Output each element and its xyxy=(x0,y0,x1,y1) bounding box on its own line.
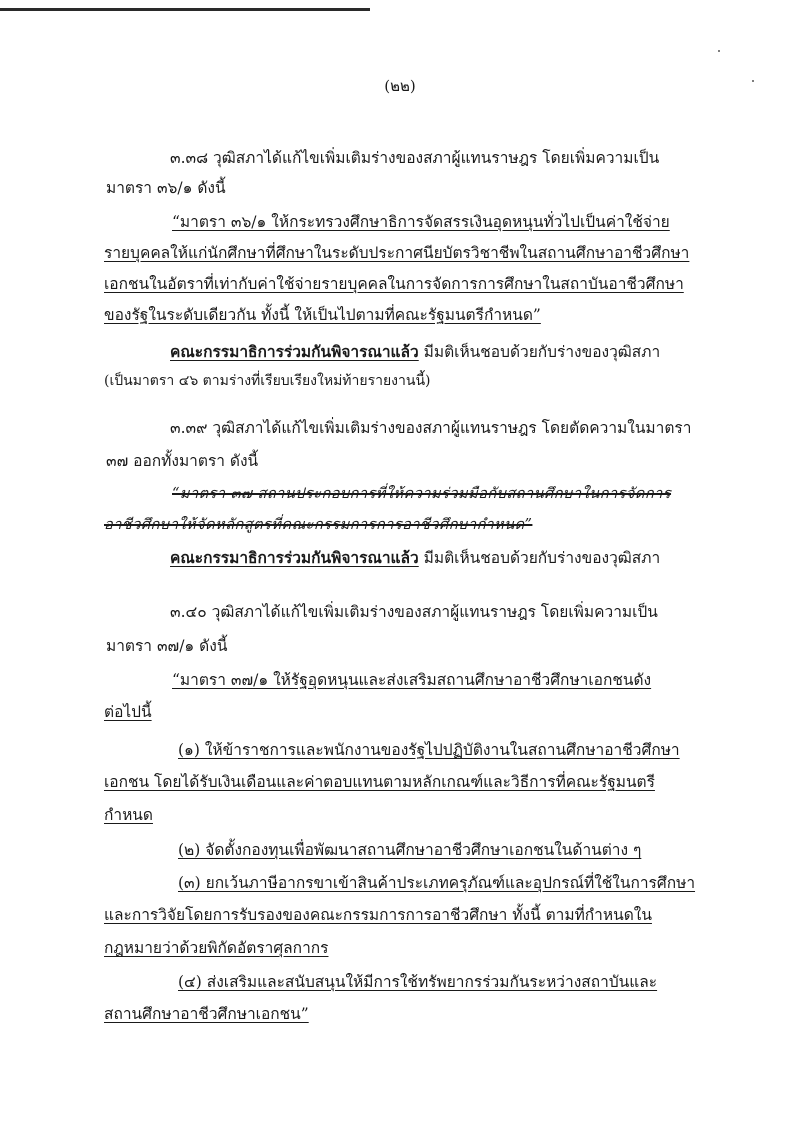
s38-committee-resolution: มีมติเห็นชอบด้วยกับร่างของวุฒิสภา xyxy=(418,343,661,361)
s38-heading-cont: มาตรา ๓๖/๑ ดังนี้ xyxy=(106,179,226,197)
s38-quote-line: ของรัฐในระดับเดียวกัน ทั้งนี้ ให้เป็นไปตามที่คณะรัฐมนตรีกำหนด” xyxy=(104,306,541,324)
s38-committee xyxy=(170,342,660,362)
s40-heading-cont: มาตรา ๓๗/๑ ดังนี้ xyxy=(106,637,228,655)
s39-struck-line: อาชีวศึกษาให้จัดหลักสูตรที่คณะกรรมการการอาชีวศึกษากำหนด” xyxy=(104,517,533,533)
s40-item-3: (๓) ยกเว้นภาษีอากรขาเข้าสินค้าประเภทครุภัณฑ์และอุปกรณ์ที่ใช้ในการศึกษา xyxy=(178,874,696,892)
s38-committee-label: คณะกรรมาธิการร่วมกันพิจารณาแล้ว xyxy=(170,342,419,361)
s40-item-3-cont: และการวิจัยโดยการรับรองของคณะกรรมการการอาชีวศึกษา ทั้งนี้ ตามที่กำหนดใน xyxy=(104,906,652,924)
s40-quote-line: “มาตรา ๓๗/๑ ให้รัฐอุดหนุนและส่งเสริมสถานศึกษาอาชีวศึกษาเอกชนดัง xyxy=(172,671,652,689)
s38-heading: ๓.๓๘ วุฒิสภาได้แก้ไขเพิ่มเติมร่างของสภาผู้แทนราษฎร โดยเพิ่มความเป็น xyxy=(170,149,660,167)
s39-heading: ๓.๓๙ วุฒิสภาได้แก้ไขเพิ่มเติมร่างของสภาผู้แทนราษฎร โดยตัดความในมาตรา xyxy=(170,419,692,437)
s40-item-4-cont: สถานศึกษาอาชีวศึกษาเอกชน” xyxy=(104,1005,309,1023)
s40-item-1: (๑) ให้ข้าราชการและพนักงานของรัฐไปปฏิบัติงานในสถานศึกษาอาชีวศึกษา xyxy=(178,741,680,759)
s40-item-3-cont: กฎหมายว่าด้วยพิกัดอัตราศุลกากร xyxy=(104,939,329,957)
s40-item-4: (๔) ส่งเสริมและสนับสนุนให้มีการใช้ทรัพยากรร่วมกันระหว่างสถาบันและ xyxy=(178,973,658,991)
page-number: (๒๒) xyxy=(384,77,416,95)
s39-struck-line: “มาตรา ๓๗ สถานประกอบการที่ให้ความร่วมมือกับสถานศึกษาในการจัดการ xyxy=(172,486,672,502)
s39-heading-cont: ๓๗ ออกทั้งมาตรา ดังนี้ xyxy=(106,452,259,470)
s39-committee-resolution: มีมติเห็นชอบด้วยกับร่างของวุฒิสภา xyxy=(418,549,661,567)
s38-note: (เป็นมาตรา ๔๖ ตามร่างที่เรียบเรียงใหม่ท้ายรายงานนี้) xyxy=(104,373,431,389)
s40-quote-line: ต่อไปนี้ xyxy=(104,703,152,721)
s40-item-2: (๒) จัดตั้งกองทุนเพื่อพัฒนาสถานศึกษาอาชีวศึกษาเอกชนในด้านต่าง ๆ xyxy=(178,841,642,859)
s38-quote-line: “มาตรา ๓๖/๑ ให้กระทรวงศึกษาธิการจัดสรรเงินอุดหนุนทั่วไปเป็นค่าใช้จ่าย xyxy=(172,213,670,231)
scan-speck xyxy=(718,50,720,52)
scan-edge-line xyxy=(0,8,370,11)
s39-committee xyxy=(170,548,660,568)
s40-item-1-cont: กำหนด xyxy=(104,806,153,824)
s38-quote-line: เอกชนในอัตราที่เท่ากับค่าใช้จ่ายรายบุคคลในการจัดการการศึกษาในสถาบันอาชีวศึกษา xyxy=(104,275,684,293)
s40-item-1-cont: เอกชน โดยได้รับเงินเดือนและค่าตอบแทนตามหลักเกณฑ์และวิธีการที่คณะรัฐมนตรี xyxy=(104,773,655,791)
s40-heading: ๓.๔๐ วุฒิสภาได้แก้ไขเพิ่มเติมร่างของสภาผู้แทนราษฎร โดยเพิ่มความเป็น xyxy=(170,603,658,621)
s38-quote-line: รายบุคคลให้แก่นักศึกษาที่ศึกษาในระดับประกาศนียบัตรวิชาชีพในสถานศึกษาอาชีวศึกษา xyxy=(104,244,690,262)
s39-committee-label: คณะกรรมาธิการร่วมกันพิจารณาแล้ว xyxy=(170,548,419,567)
